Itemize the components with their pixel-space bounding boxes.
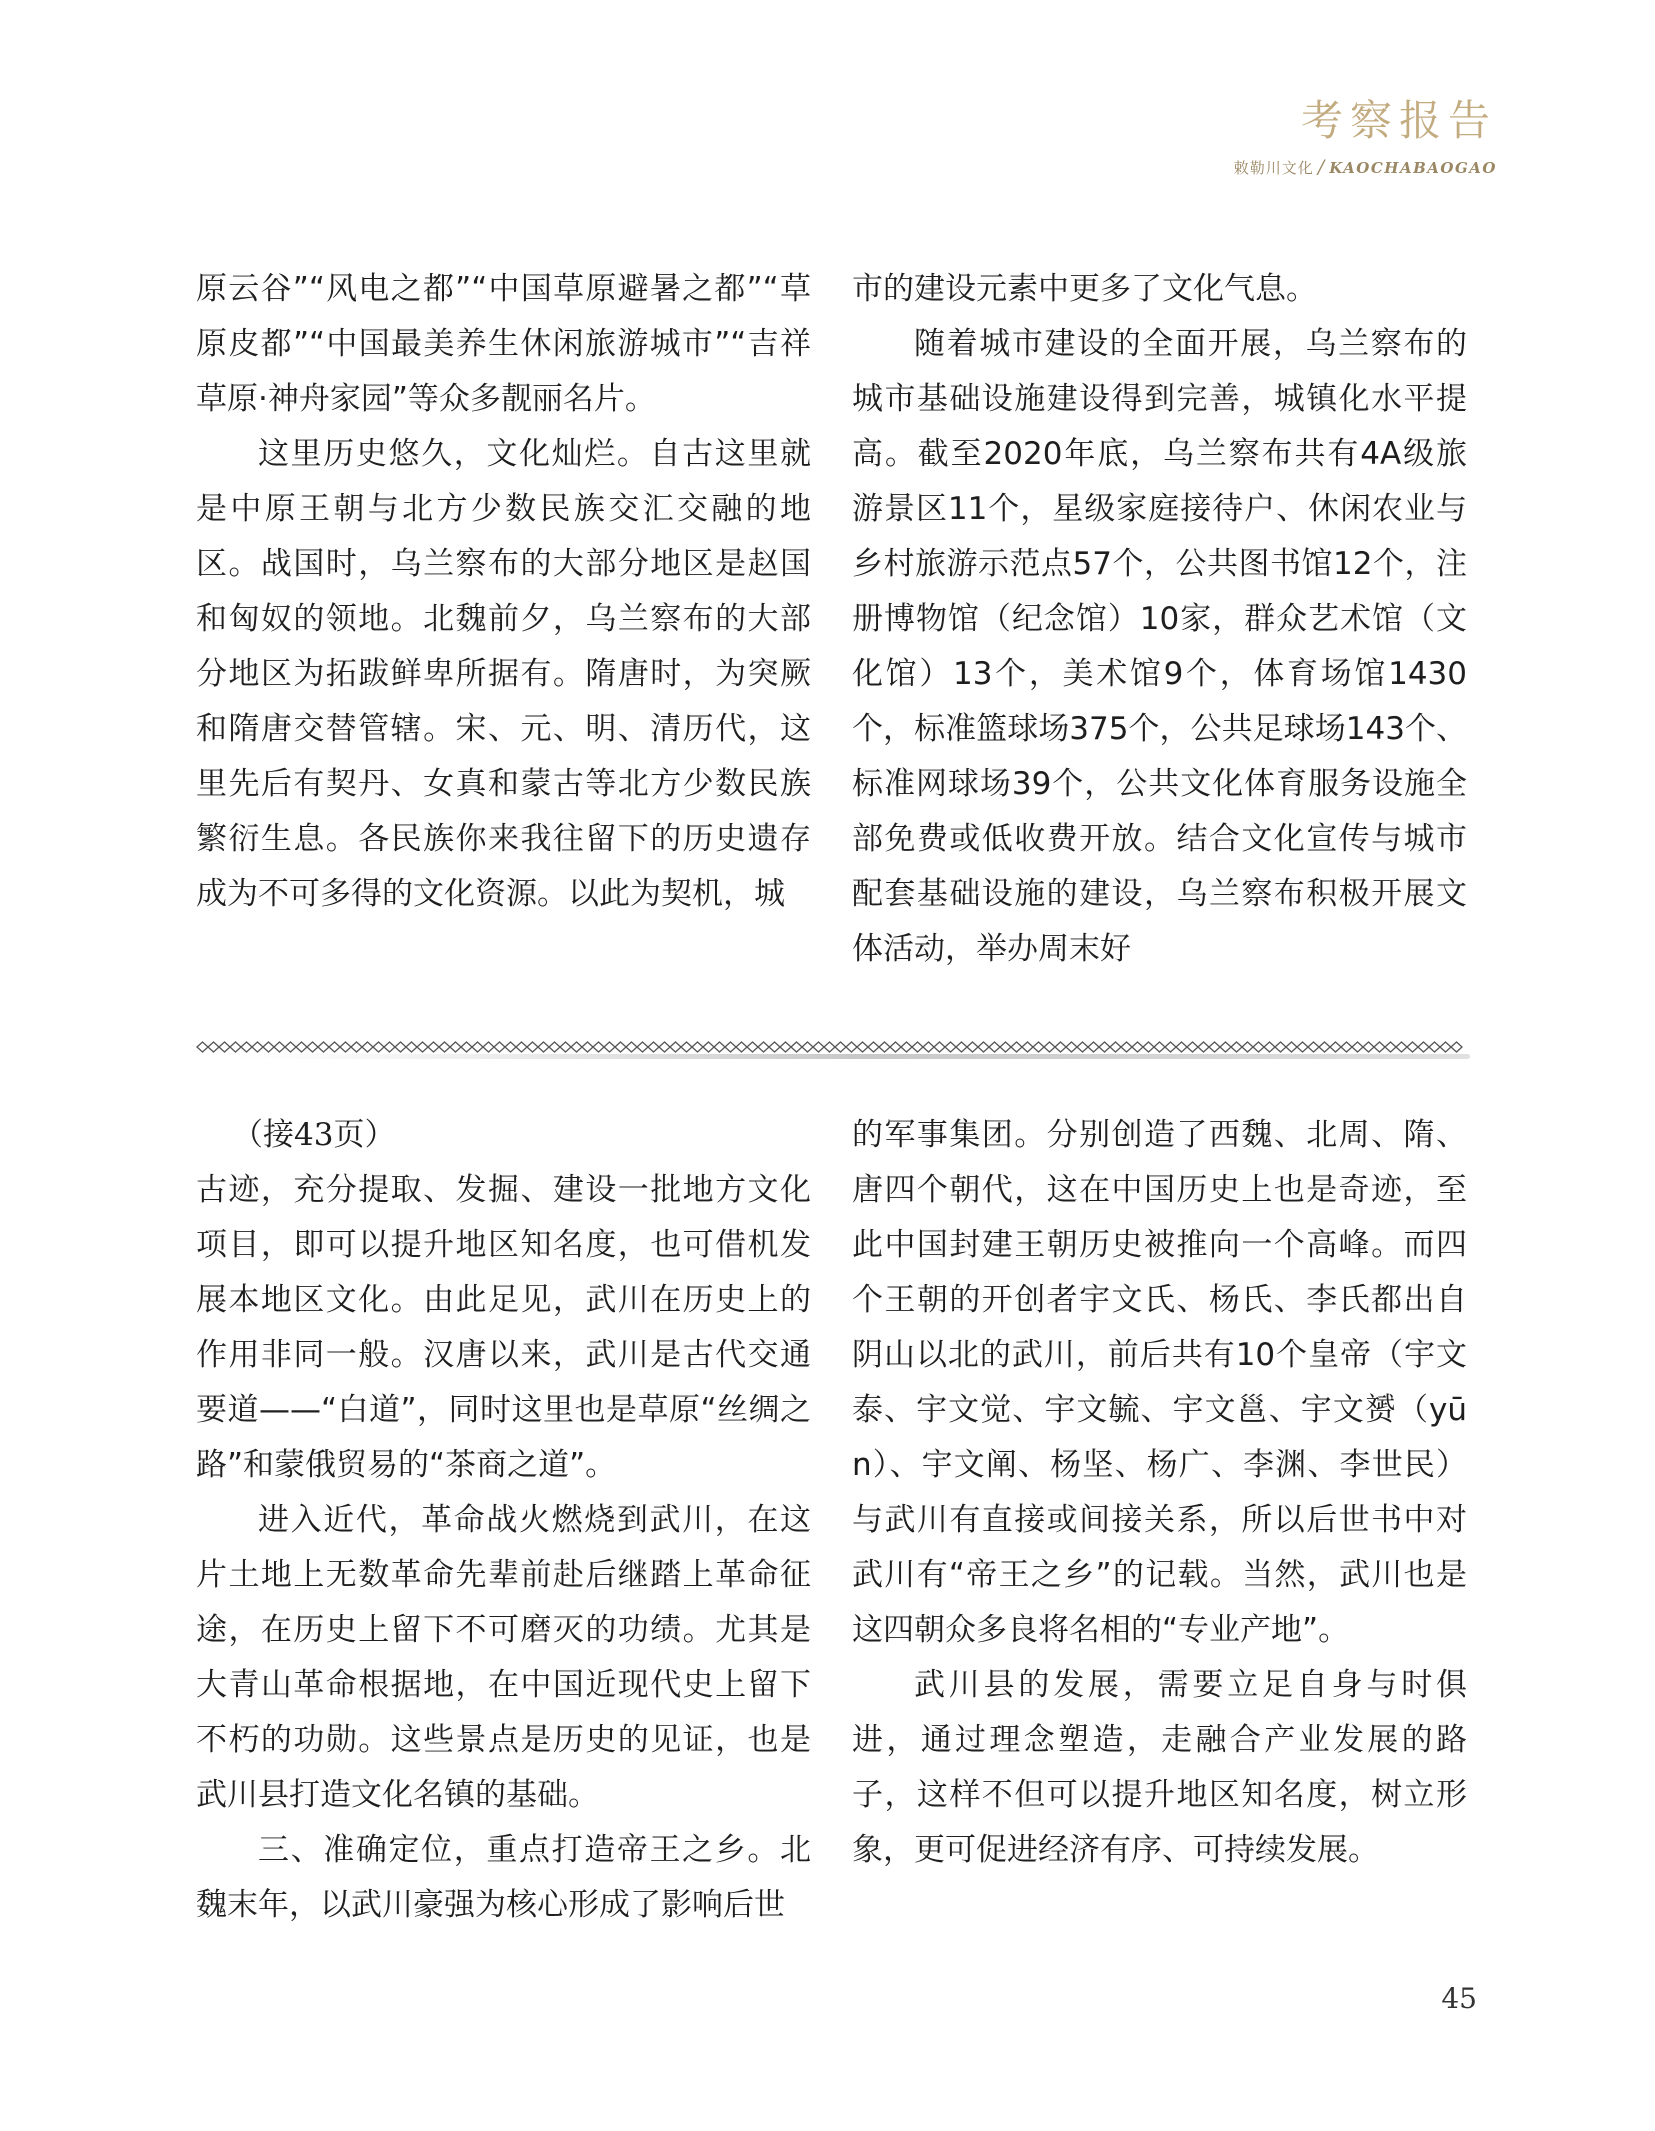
divider-diamond	[307, 1042, 318, 1052]
divider-diamond	[681, 1042, 692, 1052]
divider-diamond	[615, 1042, 626, 1052]
divider-diamond	[923, 1042, 934, 1052]
divider-diamond	[1209, 1042, 1220, 1052]
divider-diamond	[483, 1042, 494, 1052]
divider-diamond	[769, 1042, 780, 1052]
divider-diamond	[571, 1042, 582, 1052]
divider-diamond	[1374, 1042, 1385, 1052]
divider-diamond	[1451, 1042, 1462, 1052]
divider-diamond	[648, 1042, 659, 1052]
divider-diamond	[747, 1042, 758, 1052]
divider-diamond	[263, 1042, 274, 1052]
divider-diamond	[978, 1042, 989, 1052]
divider-diamond	[395, 1042, 406, 1052]
divider-diamond	[824, 1042, 835, 1052]
paragraph: 进入近代，革命战火燃烧到武川，在这片土地上无数革命先辈前赴后继踏上革命征途，在历史上留下不可磨灭的功绩。尤其是大青山革命根据地，在中国近现代史上留下不朽的功勋。这些景点是历史的见证，也是武川县打造文化名镇的基础。	[196, 1502, 811, 1813]
divider-diamond	[1143, 1042, 1154, 1052]
top-right-column	[852, 262, 1467, 977]
divider-diamond	[241, 1042, 252, 1052]
divider-diamond	[1429, 1042, 1440, 1052]
divider-diamond	[1055, 1042, 1066, 1052]
bottom-left-column	[196, 1108, 811, 1933]
paragraph: 的军事集团。分别创造了西魏、北周、隋、唐四个朝代，这在中国历史上也是奇迹，至此中国封建王朝历史被推向一个高峰。而四个王朝的开创者宇文氏、杨氏、李氏都出自阴山以北的武川，前后共有10个皇帝（宇文泰、宇文觉、宇文毓、宇文邕、宇文赟（yūn）、宇文阐、杨坚、杨广、李渊、李世民）与武川有直接或间接关系，所以后世书中对武川有“帝王之乡”的记载。当然，武川也是这四朝众多良将名相的“专业产地”。	[852, 1117, 1467, 1648]
divider-diamond	[1275, 1042, 1286, 1052]
divider-diamond	[1231, 1042, 1242, 1052]
divider-diamond	[582, 1042, 593, 1052]
divider-diamond	[1253, 1042, 1264, 1052]
divider-diamond	[1330, 1042, 1341, 1052]
divider-diamond	[439, 1042, 450, 1052]
divider-diamond	[868, 1042, 879, 1052]
divider-diamond	[1154, 1042, 1165, 1052]
divider-diamond	[934, 1042, 945, 1052]
section-pinyin: KAOCHABAOGAO	[1329, 159, 1497, 178]
divider-diamond	[1385, 1042, 1396, 1052]
divider-diamond	[670, 1042, 681, 1052]
divider-diamond	[1066, 1042, 1077, 1052]
divider-diamond	[703, 1042, 714, 1052]
divider-diamond	[538, 1042, 549, 1052]
divider-diamond	[1176, 1042, 1187, 1052]
divider-diamond	[736, 1042, 747, 1052]
divider-diamond	[692, 1042, 703, 1052]
divider-diamond	[1011, 1042, 1022, 1052]
section-title: 考察报告	[1300, 96, 1497, 145]
divider-diamond	[549, 1042, 560, 1052]
paragraph: 古迹，充分提取、发掘、建设一批地方文化项目，即可以提升地区知名度，也可借机发展本地区文化。由此足见，武川在历史上的作用非同一般。汉唐以来，武川是古代交通要道——“白道”，同时这里也是草原“丝绸之路”和蒙俄贸易的“茶商之道”。	[196, 1172, 811, 1483]
divider-diamond	[406, 1042, 417, 1052]
divider-diamond	[296, 1042, 307, 1052]
divider-diamond	[637, 1042, 648, 1052]
divider-diamond	[373, 1042, 384, 1052]
divider-diamond	[1000, 1042, 1011, 1052]
divider-diamond	[1187, 1042, 1198, 1052]
divider-diamond	[516, 1042, 527, 1052]
divider-diamond	[912, 1042, 923, 1052]
paragraph: 这里历史悠久，文化灿烂。自古这里就是中原王朝与北方少数民族交汇交融的地区。战国时，乌兰察布的大部分地区是赵国和匈奴的领地。北魏前夕，乌兰察布的大部分地区为拓跋鲜卑所据有。隋唐时，为突厥和隋唐交替管辖。宋、元、明、清历代，这里先后有契丹、女真和蒙古等北方少数民族繁衍生息。各民族你来我往留下的历史遗存成为不可多得的文化资源。以此为契机，城	[196, 436, 811, 912]
divider-diamond	[1077, 1042, 1088, 1052]
divider-diamond	[351, 1042, 362, 1052]
divider-diamond	[285, 1042, 296, 1052]
bottom-right-column	[852, 1108, 1467, 1878]
divider-diamond	[945, 1042, 956, 1052]
divider-diamond	[879, 1042, 890, 1052]
divider-diamond	[1198, 1042, 1209, 1052]
divider-diamond	[956, 1042, 967, 1052]
divider-diamond	[659, 1042, 670, 1052]
divider-diamond	[967, 1042, 978, 1052]
divider-diamond	[1440, 1042, 1451, 1052]
continued-from-note: （接43页）	[232, 1117, 396, 1153]
divider-diamond	[428, 1042, 439, 1052]
divider-diamond	[274, 1042, 285, 1052]
paragraph: 市的建设元素中更多了文化气息。	[852, 271, 1317, 307]
divider-diamond	[208, 1042, 219, 1052]
divider-diamond	[1352, 1042, 1363, 1052]
divider-diamond	[362, 1042, 373, 1052]
divider-diamond	[791, 1042, 802, 1052]
paragraph: 原云谷”“风电之都”“中国草原避暑之都”“草原皮都”“中国最美养生休闲旅游城市”“吉祥草原·神舟家园”等众多靓丽名片。	[196, 271, 811, 417]
divider-diamond	[1088, 1042, 1099, 1052]
divider-diamond	[1044, 1042, 1055, 1052]
divider-diamond	[813, 1042, 824, 1052]
divider-diamond	[230, 1042, 241, 1052]
divider-diamond	[505, 1042, 516, 1052]
divider-diamond	[758, 1042, 769, 1052]
divider-diamond	[318, 1042, 329, 1052]
section-name: 敕勒川文化	[1233, 159, 1314, 178]
divider-diamond	[890, 1042, 901, 1052]
divider-diamond	[1220, 1042, 1231, 1052]
divider-diamond	[857, 1042, 868, 1052]
divider-diamond	[604, 1042, 615, 1052]
divider-diamond	[1033, 1042, 1044, 1052]
divider-diamond	[1297, 1042, 1308, 1052]
page-number: 45	[1441, 1982, 1477, 2015]
divider-diamond	[1242, 1042, 1253, 1052]
divider-diamond	[1418, 1042, 1429, 1052]
running-header	[1234, 98, 1497, 178]
divider-diamond	[417, 1042, 428, 1052]
divider-diamond	[1132, 1042, 1143, 1052]
paragraph: 随着城市建设的全面开展，乌兰察布的城市基础设施建设得到完善，城镇化水平提高。截至2020年底，乌兰察布共有4A级旅游景区11个，星级家庭接待户、休闲农业与乡村旅游示范点57个，公共图书馆12个，注册博物馆（纪念馆）10家，群众艺术馆（文化馆）13个，美术馆9个，体育场馆1430个，标准篮球场375个，公共足球场143个、标准网球场39个，公共文化体育服务设施全部免费或低收费开放。结合文化宣传与城市配套基础设施的建设，乌兰察布积极开展文体活动，举办周末好	[852, 326, 1467, 967]
divider-diamond	[1110, 1042, 1121, 1052]
divider-diamond	[1264, 1042, 1275, 1052]
divider-diamond	[527, 1042, 538, 1052]
paragraph: 武川县的发展，需要立足自身与时俱进，通过理念塑造，走融合产业发展的路子，这样不但可以提升地区知名度，树立形象，更可促进经济有序、可持续发展。	[852, 1667, 1467, 1868]
divider-diamond	[461, 1042, 472, 1052]
divider-diamond	[219, 1042, 230, 1052]
divider-diamond	[450, 1042, 461, 1052]
paragraph: 三、准确定位，重点打造帝王之乡。北魏末年，以武川豪强为核心形成了影响后世	[196, 1832, 811, 1923]
divider-diamond	[1022, 1042, 1033, 1052]
divider-diamond	[714, 1042, 725, 1052]
section-subtitle	[1234, 156, 1497, 178]
divider-diamond	[1319, 1042, 1330, 1052]
divider-diamond	[329, 1042, 340, 1052]
divider-diamond	[846, 1042, 857, 1052]
divider-diamond	[252, 1042, 263, 1052]
divider-diamond	[472, 1042, 483, 1052]
top-left-column	[196, 262, 811, 922]
divider-diamond	[197, 1042, 208, 1052]
divider-diamond	[780, 1042, 791, 1052]
divider-diamond	[494, 1042, 505, 1052]
divider-diamond	[725, 1042, 736, 1052]
divider-diamond	[802, 1042, 813, 1052]
divider-diamond	[1396, 1042, 1407, 1052]
divider-diamond	[989, 1042, 1000, 1052]
article-divider	[196, 1036, 1470, 1068]
divider-diamond	[835, 1042, 846, 1052]
divider-diamond	[1407, 1042, 1418, 1052]
divider-diamond	[1308, 1042, 1319, 1052]
divider-diamond	[1121, 1042, 1132, 1052]
divider-diamond	[1341, 1042, 1352, 1052]
divider-diamond	[626, 1042, 637, 1052]
divider-diamond	[560, 1042, 571, 1052]
divider-diamond	[1099, 1042, 1110, 1052]
divider-diamond	[1165, 1042, 1176, 1052]
divider-diamond	[1286, 1042, 1297, 1052]
divider-diamond	[593, 1042, 604, 1052]
divider-diamond	[340, 1042, 351, 1052]
subtitle-slash: /	[1317, 156, 1326, 179]
divider-diamond	[901, 1042, 912, 1052]
divider-diamond	[1363, 1042, 1374, 1052]
divider-diamond	[384, 1042, 395, 1052]
